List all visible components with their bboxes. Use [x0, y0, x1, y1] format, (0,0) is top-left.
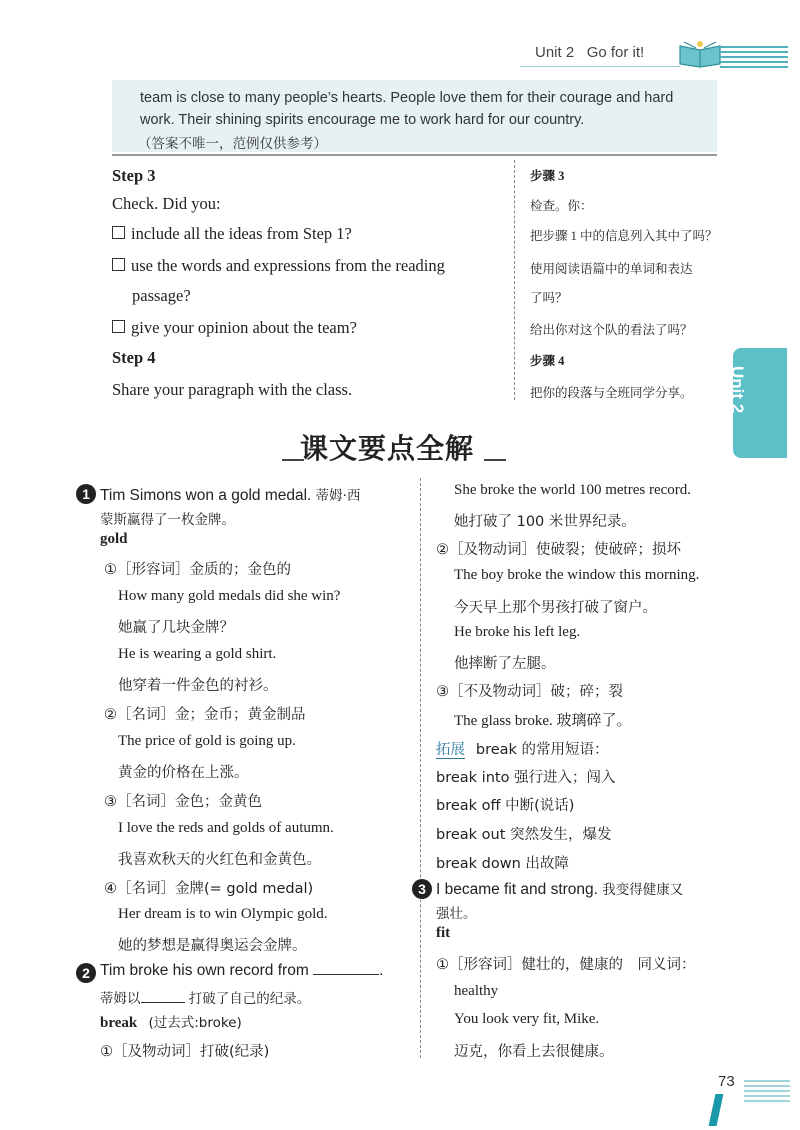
break-example-2: The boy broke the window this morning. [454, 567, 700, 583]
gold-example-1-zh: 她赢了几块金牌？ [118, 620, 234, 636]
gold-example-1: How many gold medals did she win? [118, 588, 341, 604]
break-sense-2: ②［及物动词］使破裂；使破碎；损坏 [436, 542, 681, 558]
gold-example-3: The price of gold is going up. [118, 733, 296, 749]
break-example-1-zh: 她打破了 100 米世界纪录。 [454, 514, 636, 530]
checkbox-icon [112, 226, 125, 239]
zh-item-2-cont: 了吗？ [530, 291, 568, 305]
checklist-item-3: give your opinion about the team? [112, 318, 357, 338]
unit-tab-label: Unit 2 [728, 366, 747, 414]
phrase-break-down: break down 出故障 [436, 856, 569, 872]
gold-example-4-zh: 我喜欢秋天的火红色和金黄色。 [118, 852, 321, 868]
step4-share: Share your paragraph with the class. [112, 380, 353, 399]
checkbox-icon [112, 320, 125, 333]
point-2-sentence: Tim broke his own record from . [100, 962, 384, 979]
answer-blank-zh[interactable] [141, 1002, 185, 1003]
unit-side-tab [728, 348, 787, 458]
point-1-sentence: Tim Simons won a gold medal. 蒂姆·西 [100, 487, 361, 504]
checklist-item-1: include all the ideas from Step 1? [112, 224, 352, 244]
gold-sense-1: ①［形容词］金质的；金色的 [104, 562, 291, 578]
word-break: break (过去式:broke) [100, 1015, 242, 1031]
zh-step4: 步骤 4 [530, 354, 565, 368]
extension-line: 拓展 break 的常用短语： [436, 742, 609, 758]
zh-item-2: 使用阅读语篇中的单词和表达 [530, 262, 693, 276]
fit-synonym: healthy [454, 983, 499, 999]
sample-answer-box [112, 80, 717, 152]
gold-example-5: Her dream is to win Olympic gold. [118, 906, 328, 922]
point-number-2: 2 [76, 963, 96, 983]
zh-check: 检查。你： [530, 199, 593, 213]
header-unit: Unit 2 [535, 44, 575, 61]
point-1-translation: 蒙斯赢得了一枚金牌。 [100, 512, 235, 528]
break-example-2-zh: 今天早上那个男孩打破了窗户。 [454, 600, 657, 616]
phrase-break-out: break out 突然发生，爆发 [436, 827, 612, 843]
phrase-break-off: break off 中断(说话) [436, 798, 575, 814]
zh-step3: 步骤 3 [530, 169, 565, 183]
word-gold: gold [100, 531, 128, 547]
section-rule [112, 154, 717, 156]
gold-sense-3: ③［名词］金色；金黄色 [104, 794, 262, 810]
break-example-3: He broke his left leg. [454, 624, 581, 640]
gold-sense-4: ④［名词］金牌(= gold medal) [104, 881, 314, 897]
break-example-3-zh: 他摔断了左腿。 [454, 656, 556, 672]
gold-example-4: I love the reds and golds of autumn. [118, 820, 334, 836]
sample-line-1: team is close to many people’s hearts. People love them for their courage and hard [140, 90, 674, 106]
column-divider [514, 160, 515, 400]
point-number-1: 1 [76, 484, 96, 504]
sample-note: （答案不唯一，范例仅供参考） [138, 136, 327, 152]
section-title: 课文要点全解 [300, 432, 475, 465]
running-header [535, 44, 644, 61]
footer-stripes [744, 1080, 790, 1102]
checklist-item-2: use the words and expressions from the reading [112, 256, 445, 276]
gold-example-5-zh: 她的梦想是赢得奥运会金牌。 [118, 938, 307, 954]
header-title: Go for it! [586, 44, 645, 61]
point-2-translation: 蒂姆以 打破了自己的纪录。 [100, 991, 311, 1007]
step3-check: Check. Did you: [112, 194, 221, 213]
sample-line-2: work. Their shining spirits encourage me to work hard for our country. [140, 112, 585, 128]
checklist-item-2-cont: passage? [132, 286, 191, 305]
fit-example: You look very fit, Mike. [454, 1011, 600, 1027]
break-sense-1: ①［及物动词］打破(纪录) [100, 1044, 270, 1060]
gold-example-2: He is wearing a gold shirt. [118, 646, 277, 662]
step3-heading: Step 3 [112, 166, 156, 185]
header-stripes [720, 46, 788, 68]
word-fit: fit [436, 925, 451, 941]
zh-item-1: 把步骤 1 中的信息列入其中了吗？ [530, 229, 718, 243]
break-example-1: She broke the world 100 metres record. [454, 482, 692, 498]
step4-heading: Step 4 [112, 348, 156, 367]
break-sense-3: ③［不及物动词］破；碎；裂 [436, 684, 623, 700]
header-rule [520, 66, 680, 67]
page-number: 73 [718, 1073, 735, 1090]
zh-share: 把你的段落与全班同学分享。 [530, 386, 693, 400]
zh-item-3: 给出你对这个队的看法了吗？ [530, 323, 693, 337]
fit-sense-1: ①［形容词］健壮的，健康的 同义词： [436, 957, 696, 973]
phrase-break-into: break into 强行进入；闯入 [436, 770, 616, 786]
extension-tag: 拓展 [436, 742, 465, 758]
book-icon [676, 36, 724, 68]
footer-accent [709, 1094, 724, 1126]
checkbox-icon [112, 258, 125, 271]
break-example-4: The glass broke. 玻璃碎了。 [454, 713, 632, 729]
fit-example-zh: 迈克，你看上去很健康。 [454, 1044, 614, 1060]
point-3-translation: 强壮。 [436, 906, 477, 922]
gold-example-2-zh: 他穿着一件金色的衬衫。 [118, 678, 278, 694]
title-bar-right [484, 459, 506, 461]
point-3-sentence: I became fit and strong. 我变得健康又 [436, 881, 684, 898]
column-divider-2 [420, 478, 421, 1058]
gold-example-3-zh: 黄金的价格在上涨。 [118, 765, 249, 781]
answer-blank[interactable] [313, 974, 379, 975]
gold-sense-2: ②［名词］金；金币；黄金制品 [104, 707, 306, 723]
point-number-3: 3 [412, 879, 432, 899]
